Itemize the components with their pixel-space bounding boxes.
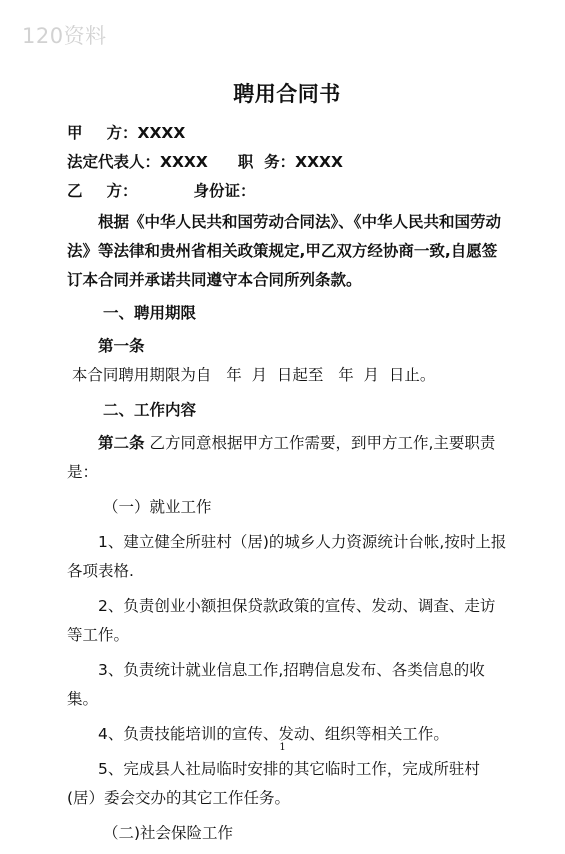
- list-item: 5、完成县人社局临时安排的其它临时工作，完成所驻村(居）委会交办的其它工作任务。: [67, 760, 480, 807]
- party-a-label2: 方：: [106, 124, 138, 142]
- id-label: 身份证：: [193, 182, 256, 200]
- party-a-label: 甲: [67, 124, 83, 142]
- section1-heading: 一、聘用期限: [103, 304, 197, 322]
- position-value: XXXX: [295, 153, 343, 171]
- page-number: 1: [279, 742, 286, 753]
- party-b-label2: 方：: [106, 182, 138, 200]
- document-title: 聘用合同书: [233, 82, 341, 106]
- position-label: 职 务：: [237, 153, 296, 171]
- legal-rep-line: [67, 150, 507, 174]
- list-item: 3、负责统计就业信息工作,招聘信息发布、各类信息的收集。: [67, 661, 485, 708]
- list-item: 1、建立健全所驻村（居)的城乡人力资源统计台帐,按时上报各项表格.: [67, 533, 507, 580]
- preamble-paragraph: 根据《中华人民共和国劳动合同法》、《中华人民共和国劳动法》等法律和贵州省相关政策规定,甲乙双方经协商一致,自愿签订本合同并承诺共同遵守本合同所列条款。: [67, 213, 502, 289]
- party-a-line: [67, 121, 507, 145]
- party-a-value: XXXX: [137, 124, 186, 142]
- article2-text: 乙方同意根据甲方工作需要，到甲方工作,主要职责是：: [67, 434, 496, 481]
- list-item: 4、负责技能培训的宣传、发动、组织等相关工作。: [98, 725, 449, 743]
- document-page: [67, 78, 507, 854]
- subsection2-heading: （二)社会保险工作: [103, 824, 234, 842]
- article1-label: 第一条: [98, 337, 145, 355]
- article1-text: 本合同聘用期限为自 年 月 日起至 年 月 日止。: [67, 366, 436, 384]
- section2-heading: 二、工作内容: [103, 401, 197, 419]
- legal-rep-value: XXXX: [160, 153, 208, 171]
- article2-label: 第二条: [98, 434, 145, 452]
- party-b-line: [67, 179, 507, 203]
- legal-rep-label: 法定代表人：: [67, 153, 161, 171]
- article2-paragraph: [67, 429, 507, 487]
- list-item: 2、负责创业小额担保贷款政策的宣传、发动、调查、走访等工作。: [67, 597, 496, 644]
- subsection1-heading: （一）就业工作: [103, 498, 212, 516]
- watermark: 120资料: [22, 24, 107, 48]
- party-b-label: 乙: [67, 182, 83, 200]
- article1-paragraph: [67, 332, 507, 390]
